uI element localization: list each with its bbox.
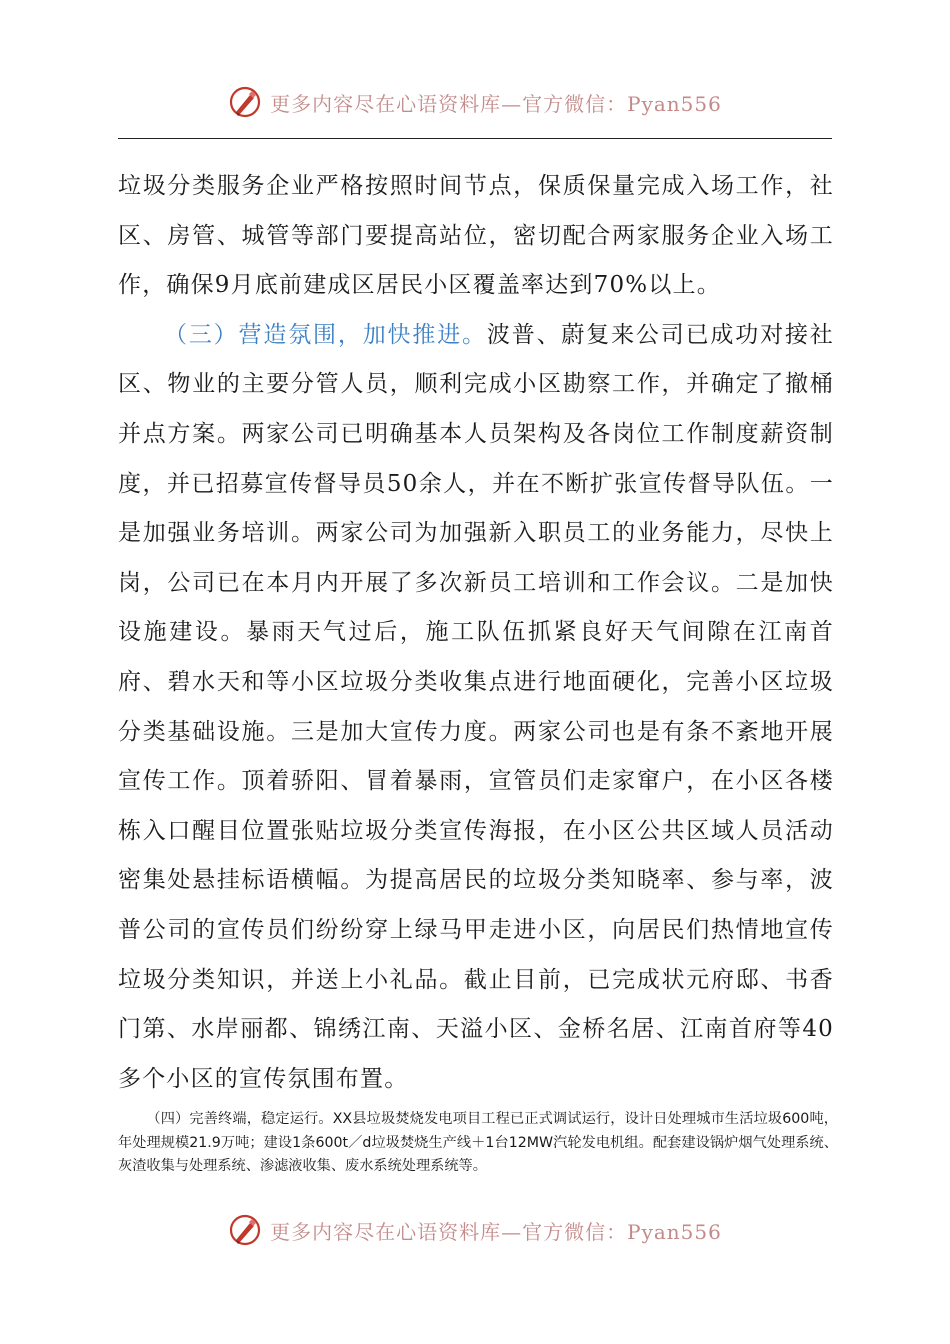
footer-banner-text: 更多内容尽在心语资料库—官方微信：Pyan556 [270,1219,722,1244]
footer-banner [0,1210,950,1250]
header-divider [118,138,832,139]
section-3-text: 波普、蔚复来公司已成功对接社区、物业的主要分管人员，顺利完成小区勘察工作，并确定了撤桶并点方案。两家公司已明确基本人员架构及各岗位工作制度薪资制度，并已招募宣传督导员50余人，并在不断扩张宣传督导队伍。一是加强业务培训。两家公司为加强新入职员工的业务能力，尽快上岗，公司已在本月内开展了多次新员工培训和工作会议。二是加快设施建设。暴雨天气过后，施工队伍抓紧良好天气间隙在江南首府、碧水天和等小区垃圾分类收集点进行地面硬化，完善小区垃圾分类基础设施。三是加大宣传力度。两家公司也是有条不紊地开展宣传工作。顶着骄阳、冒着暴雨，宣管员们走家窜户，在小区各楼栋入口醒目位置张贴垃圾分类宣传海报，在小区公共区域人员活动密集处悬挂标语横幅。为提高居民的垃圾分类知晓率、参与率，波普公司的宣传员们纷纷穿上绿马甲走进小区，向居民们热情地宣传垃圾分类知识，并送上小礼品。截止目前，已完成状元府邸、书香门第、水岸丽都、锦绣江南、天溢小区、金桥名居、江南首府等40多个小区的宣传氛围布置。 [118,321,834,1092]
section-4-paragraph: （四）完善终端，稳定运行。XX县垃圾焚烧发电项目工程已正式调试运行，设计日处理城市生活垃圾600吨，年处理规模21.9万吨；建设1条600t／d垃圾焚烧生产线＋1台12MW汽轮发电机组。配套建设锅炉烟气处理系统、灰渣收集与处理系统、渗滤液收集、废水系统处理系统等。 [118,1111,838,1174]
pen-logo-icon [228,1213,262,1247]
section-3-heading: （三）营造氛围，加快推进。 [164,321,487,348]
header-banner-text: 更多内容尽在心语资料库—官方微信：Pyan556 [270,91,722,116]
section-4-block [118,1108,838,1179]
paragraph-1: 垃圾分类服务企业严格按照时间节点，保质保量完成入场工作，社区、房管、城管等部门要提高站位，密切配合两家服务企业入场工作，确保9月底前建成区居民小区覆盖率达到70%以上。 [118,173,834,299]
document-body [118,162,834,1104]
header-banner [0,82,950,122]
pen-logo-icon [228,85,262,119]
paragraph-section-3 [118,311,834,1105]
